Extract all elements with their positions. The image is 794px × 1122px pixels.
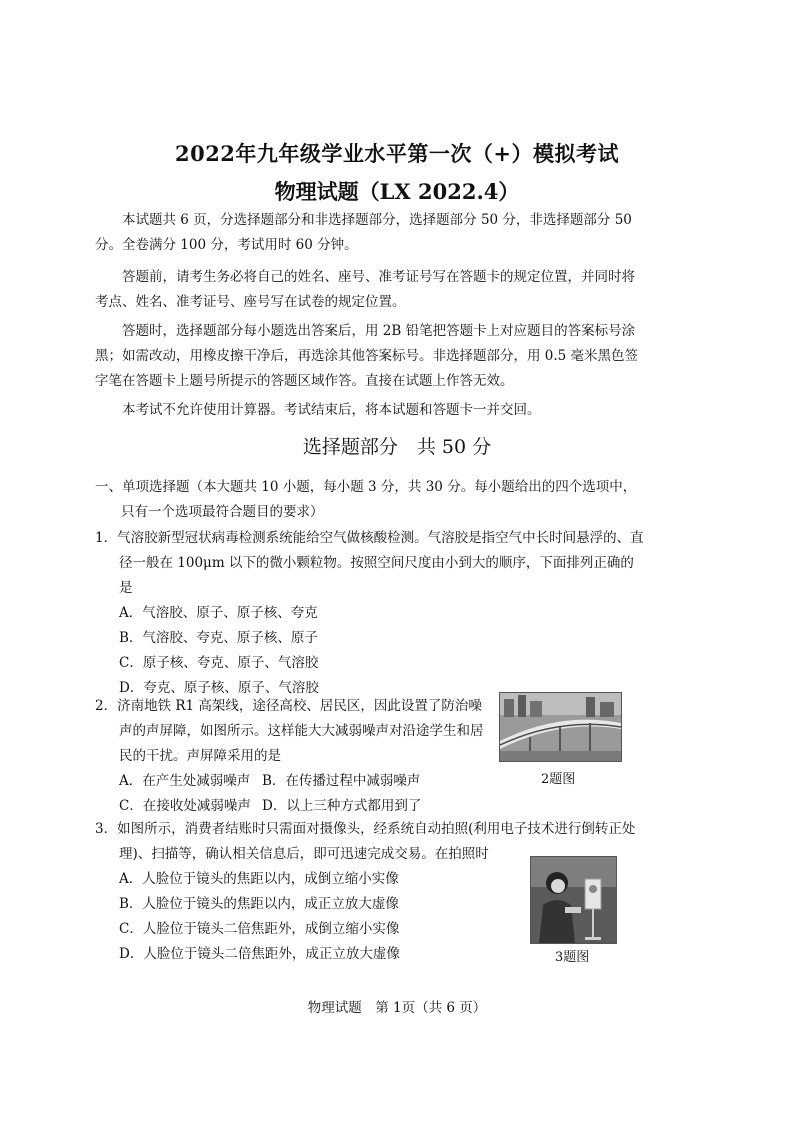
page-footer: 物理试题 第 1页（共 6 页）	[307, 1000, 487, 1016]
elevated-railway-photo	[499, 692, 622, 762]
option-a: A．气溶胶、原子、原子核、夸克	[119, 605, 318, 621]
question-stem: 3．如图所示，消费者结账时只需面对摄像头，经系统自动拍照(利用电子技术进行倒转正处理)、扫描等，确认相关信息后，即可迅速完成交易。在拍照时	[95, 821, 636, 862]
option-row	[95, 769, 495, 794]
option-d: D．以上三种方式都用到了	[262, 798, 422, 814]
elevated-railway-illustration	[500, 693, 621, 761]
option-c: C．原子核、夸克、原子、气溶胶	[119, 655, 319, 671]
option-b: B．在传播过程中减弱噪声	[262, 773, 421, 789]
question-stem: 2．济南地铁 R1 高架线，途径高校、居民区，因此设置了防治噪声的声屏障，如图所示。这样能大大减弱噪声对沿途学生和居民的干扰。声屏障采用的是	[95, 698, 484, 764]
option-b: B．气溶胶、夸克、原子核、原子	[119, 630, 318, 646]
option-a: A．人脸位于镜头的焦距以内，成倒立缩小实像	[119, 871, 399, 887]
option-d: D．人脸位于镜头二倍焦距外，成正立放大虚像	[119, 946, 400, 962]
face-payment-illustration	[531, 857, 616, 943]
part-heading-line: 只有一个选项最符合题目的要求）	[121, 504, 324, 520]
option-a: A．在产生处减弱噪声	[119, 773, 251, 789]
face-payment-photo	[530, 856, 617, 944]
question-stem: 1．气溶胶新型冠状病毒检测系统能给空气做核酸检测。气溶胶是指空气中长时间悬浮的、直径一般在 100μm 以下的微小颗粒物。按照空间尺度由小到大的顺序，下面排列正确的是	[95, 530, 644, 596]
instruction-paragraph: 答题前，请考生务必将自己的姓名、座号、准考证号写在答题卡的规定位置，并同时将考点、姓名、准考证号、座号写在试卷的规定位置。	[95, 269, 635, 310]
option-d: D．夸克、原子核、原子、气溶胶	[119, 680, 319, 696]
instruction-paragraph: 本试题共 6 页，分选择题部分和非选择题部分，选择题部分 50 分，非选择题部分 50 分。全卷满分 100 分，考试用时 60 分钟。	[95, 212, 632, 253]
instruction-paragraph: 本考试不允许使用计算器。考试结束后，将本试题和答题卡一并交回。	[122, 402, 541, 418]
section-title: 选择题部分 共 50 分	[302, 436, 492, 458]
option-b: B．人脸位于镜头的焦距以内，成正立放大虚像	[119, 896, 399, 912]
figure-caption: 3题图	[555, 950, 590, 965]
option-row	[95, 794, 495, 819]
option-c: C．人脸位于镜头二倍焦距外，成倒立缩小实像	[119, 921, 400, 937]
part-heading	[95, 475, 655, 525]
question-2	[95, 694, 495, 819]
part-heading-line: 一、单项选择题（本大题共 10 小题，每小题 3 分，共 30 分。每小题给出的四个选项中，	[95, 479, 637, 495]
question-1	[95, 526, 645, 701]
exam-subtitle: 物理试题（LX 2022.4）	[274, 179, 520, 204]
figure-caption: 2题图	[541, 772, 576, 787]
instruction-paragraph: 答题时，选择题部分每小题选出答案后，用 2B 铅笔把答题卡上对应题目的答案标号涂黑；如需改动，用橡皮擦干净后，再选涂其他答案标号。非选择题部分，用 0.5 毫米黑色签字笔在答题卡上题号所提示的答题区域作答。直接在试题上作答无效。	[95, 323, 639, 389]
exam-title: 2022年九年级学业水平第一次（+）模拟考试	[174, 141, 620, 166]
option-c: C．在接收处减弱噪声	[119, 798, 251, 814]
